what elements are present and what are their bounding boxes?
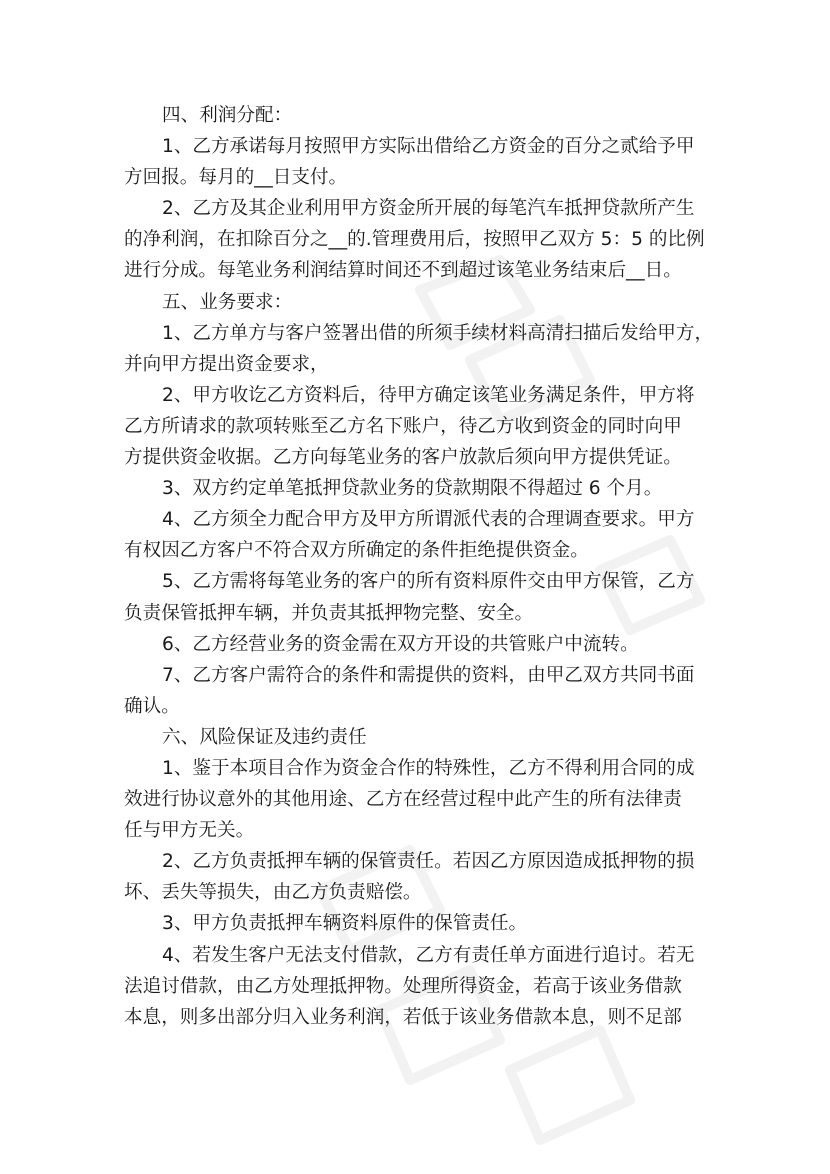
document-body xyxy=(124,100,714,1033)
text-line: 五、业务要求： xyxy=(162,291,293,313)
text-line: 法追讨借款，由乙方处理抵押物。处理所得资金，若高于该业务借款 xyxy=(124,975,682,997)
text-line: 本息，则多出部分归入业务利润，若低于该业务借款本息，则不足部 xyxy=(124,1006,682,1028)
text-line: 1、鉴于本项目合作为资金合作的特殊性，乙方不得利用合同的成 xyxy=(162,757,695,779)
text-line: 有权因乙方客户不符合双方所确定的条件拒绝提供资金。 xyxy=(124,540,589,562)
text-line: 负责保管抵押车辆，并负责其抵押物完整、安全。 xyxy=(124,602,534,624)
text-line: 方提供资金收据。乙方向每笔业务的客户放款后须向甲方提供凭证。 xyxy=(124,447,682,469)
text-line: 2、乙方负责抵押车辆的保管责任。若因乙方原因造成抵押物的损 xyxy=(162,851,695,873)
text-line: 4、若发生客户无法支付借款，乙方有责任单方面进行追讨。若无 xyxy=(162,944,695,966)
text-line: 方回报。每月的__日支付。 xyxy=(124,167,348,189)
text-line: 效进行协议意外的其他用途、乙方在经营过程中此产生的所有法律责 xyxy=(124,789,682,811)
text-line: 3、双方约定单笔抵押贷款业务的贷款期限不得超过 6 个月。 xyxy=(162,478,663,500)
text-line: 六、风险保证及违约责任 xyxy=(162,726,367,748)
text-line: 2、乙方及其企业利用甲方资金所开展的每笔汽车抵押贷款所产生 xyxy=(162,198,695,220)
text-line: 2、甲方收讫乙方资料后，待甲方确定该笔业务满足条件，甲方将 xyxy=(162,384,695,406)
text-line: 7、乙方客户需符合的条件和需提供的资料，由甲乙双方共同书面 xyxy=(162,664,695,686)
text-line: 4、乙方须全力配合甲方及甲方所谓派代表的合理调查要求。甲方 xyxy=(162,509,695,531)
text-line: 的净利润，在扣除百分之__的.管理费用后，按照甲乙双方 5：5 的比例 xyxy=(124,229,705,251)
text-line: 任与甲方无关。 xyxy=(124,820,255,842)
text-line: 进行分成。每笔业务利润结算时间还不到超过该笔业务结束后__日。 xyxy=(124,260,682,282)
text-line: 5、乙方需将每笔业务的客户的所有资料原件交由甲方保管，乙方 xyxy=(162,571,695,593)
text-line: 并向甲方提出资金要求， xyxy=(124,353,329,375)
text-line: 1、乙方承诺每月按照甲方实际出借给乙方资金的百分之贰给予甲 xyxy=(162,136,695,158)
text-line: 3、甲方负责抵押车辆资料原件的保管责任。 xyxy=(162,913,528,935)
text-line: 1、乙方单方与客户签署出借的所须手续材料高清扫描后发给甲方， xyxy=(162,322,714,344)
text-line: 6、乙方经营业务的资金需在双方开设的共管账户中流转。 xyxy=(162,633,639,655)
text-line: 四、利润分配： xyxy=(162,105,293,126)
text-line: 乙方所请求的款项转账至乙方名下账户，待乙方收到资金的同时向甲 xyxy=(124,415,682,437)
text-line: 坏、丢失等损失，由乙方负责赔偿。 xyxy=(124,882,422,904)
text-line: 确认。 xyxy=(124,695,180,717)
